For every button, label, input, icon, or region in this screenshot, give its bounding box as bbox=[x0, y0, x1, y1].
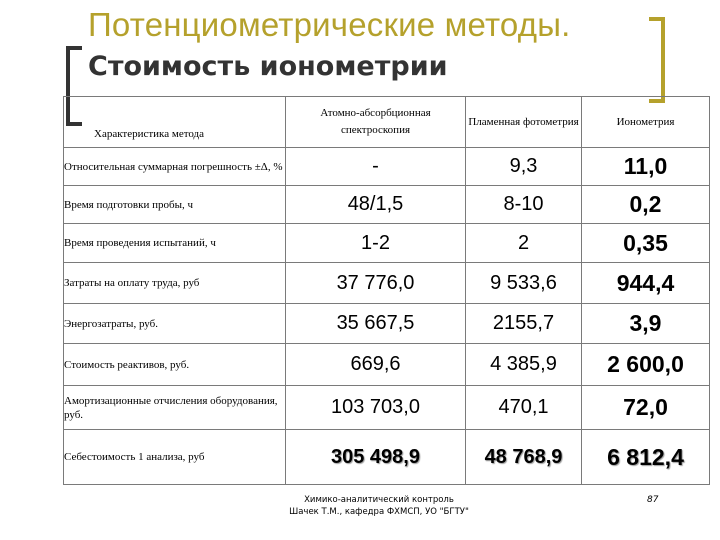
table-header-row bbox=[64, 97, 710, 148]
slide-subtitle: Стоимость ионометрии bbox=[88, 51, 448, 82]
cell-ionometry: 944,4 bbox=[582, 263, 710, 304]
row-label: Относительная суммарная погрешность ±Δ, % bbox=[64, 148, 286, 186]
cell-ionometry: 11,0 bbox=[582, 148, 710, 186]
page-number: 87 bbox=[647, 495, 659, 505]
row-label: Стоимость реактивов, руб. bbox=[64, 344, 286, 386]
header-characteristic: Характеристика метода bbox=[64, 97, 286, 148]
cell-aas: 103 703,0 bbox=[286, 386, 466, 430]
cell-aas: 669,6 bbox=[286, 344, 466, 386]
table-row-total bbox=[64, 430, 710, 485]
cell-ionometry: 72,0 bbox=[582, 386, 710, 430]
cell-flame: 8-10 bbox=[466, 186, 582, 224]
cell-flame: 2155,7 bbox=[466, 304, 582, 344]
cell-aas: 35 667,5 bbox=[286, 304, 466, 344]
cell-ionometry: 2 600,0 bbox=[582, 344, 710, 386]
table-row bbox=[64, 304, 710, 344]
row-label: Амортизационные отчисления оборудования, руб. bbox=[64, 386, 286, 430]
table-row bbox=[64, 344, 710, 386]
cell-aas: 37 776,0 bbox=[286, 263, 466, 304]
cell-flame: 9 533,6 bbox=[466, 263, 582, 304]
cell-flame: 470,1 bbox=[466, 386, 582, 430]
cell-aas: 48/1,5 bbox=[286, 186, 466, 224]
cell-flame: 48 768,9 bbox=[466, 430, 582, 485]
cell-ionometry: 0,2 bbox=[582, 186, 710, 224]
cell-ionometry: 3,9 bbox=[582, 304, 710, 344]
table-row bbox=[64, 224, 710, 263]
row-label: Себестоимость 1 анализа, руб bbox=[64, 430, 286, 485]
row-label: Время проведения испытаний, ч bbox=[64, 224, 286, 263]
footer-line-course: Химико-аналитический контроль bbox=[304, 495, 454, 505]
table-row bbox=[64, 386, 710, 430]
slide-title: Потенциометрические методы. bbox=[88, 6, 571, 43]
row-label: Затраты на оплату труда, руб bbox=[64, 263, 286, 304]
cell-flame: 2 bbox=[466, 224, 582, 263]
header-ionometry: Ионометрия bbox=[582, 97, 710, 148]
cell-ionometry: 6 812,4 bbox=[582, 430, 710, 485]
cell-flame: 4 385,9 bbox=[466, 344, 582, 386]
header-flame-photometry: Пламенная фотометрия bbox=[466, 97, 582, 148]
table-row bbox=[64, 186, 710, 224]
slide-footer bbox=[274, 494, 484, 518]
right-bracket-decoration bbox=[649, 17, 665, 103]
row-label: Время подготовки пробы, ч bbox=[64, 186, 286, 224]
comparison-table bbox=[63, 96, 710, 485]
cell-aas: 305 498,9 bbox=[286, 430, 466, 485]
header-aas: Атомно-абсорбционная спектроскопия bbox=[286, 97, 466, 148]
footer-line-author: Шачек Т.М., кафедра ФХМСП, УО "БГТУ" bbox=[289, 507, 469, 517]
table-row bbox=[64, 263, 710, 304]
cell-aas: 1-2 bbox=[286, 224, 466, 263]
cell-ionometry: 0,35 bbox=[582, 224, 710, 263]
row-label: Энергозатраты, руб. bbox=[64, 304, 286, 344]
cell-aas: - bbox=[286, 148, 466, 186]
cell-flame: 9,3 bbox=[466, 148, 582, 186]
table-row bbox=[64, 148, 710, 186]
